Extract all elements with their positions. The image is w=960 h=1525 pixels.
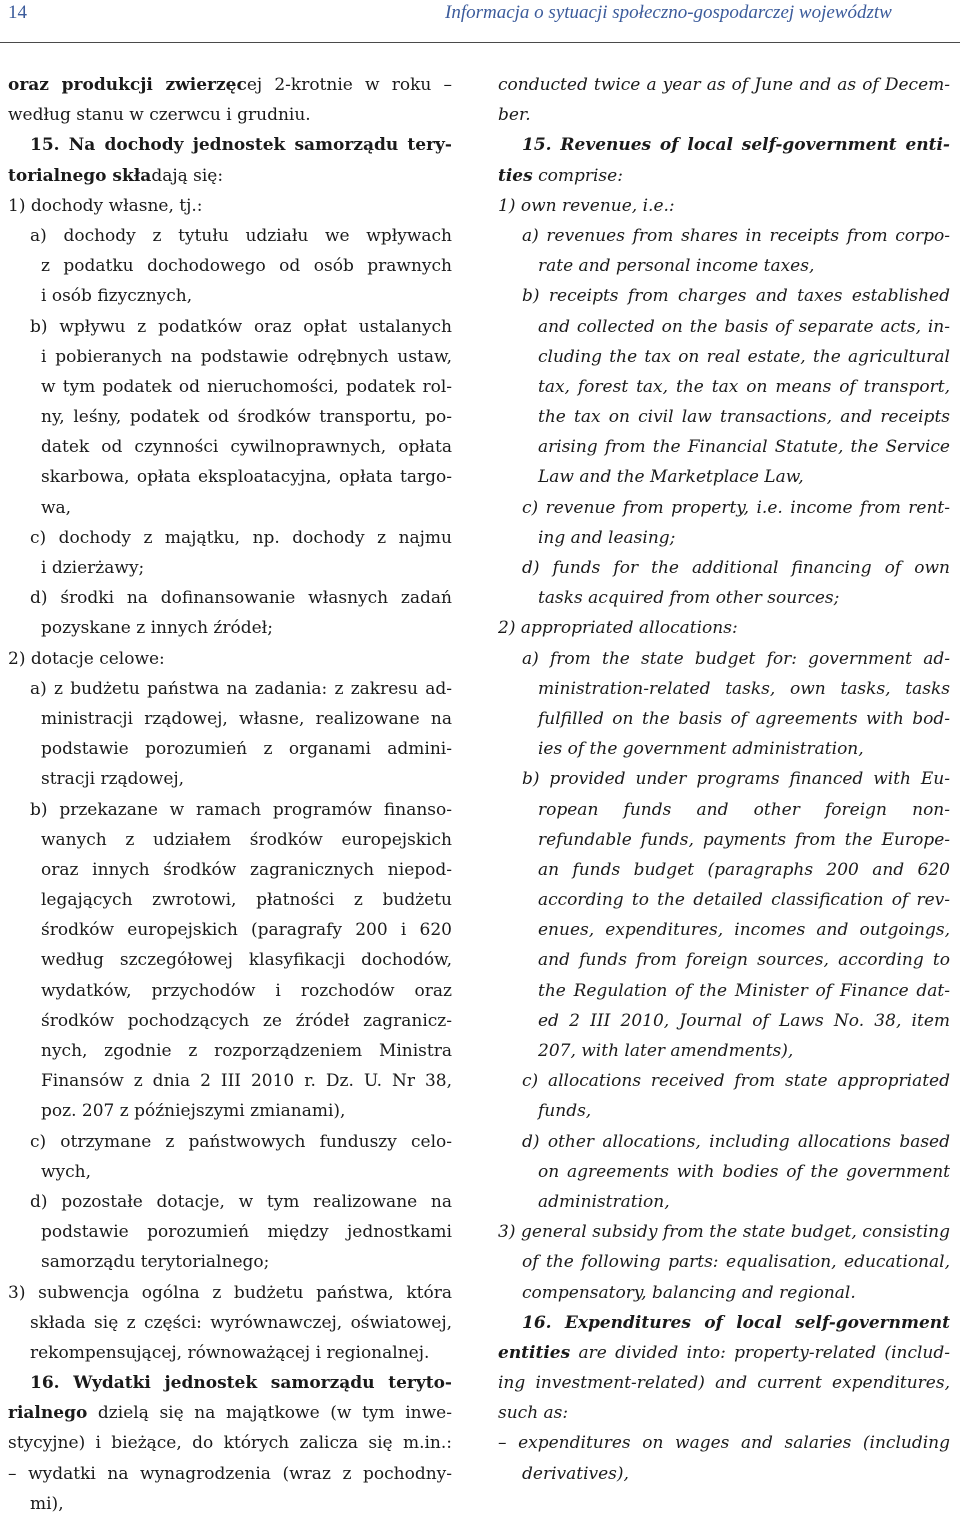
text-line: środków pochodzących ze źródeł zagranicz- (41, 1010, 452, 1031)
text-line: d) środki na dofinansowanie własnych zadań (30, 588, 452, 609)
text-line: 2) dotacje celowe: (8, 648, 165, 669)
text-line: on agreements with bodies of the government (538, 1161, 950, 1182)
text-line: 16. Expenditures of local self-government (522, 1312, 950, 1333)
text-line: wa, (41, 497, 72, 518)
text-line: według szczegółowej klasyfikacji dochodów, (41, 950, 452, 971)
text-line: fulfilled on the basis of agreements with bod- (538, 708, 950, 729)
text-line: the Regulation of the Minister of Finance dat- (538, 980, 950, 1001)
text-line: refundable funds, payments from the Europe- (538, 829, 950, 850)
text-line: i dzierżawy; (41, 558, 145, 578)
text-line: ministracji rządowej, własne, realizowane na (41, 708, 452, 729)
text-line: 1) dochody własne, tj.: (8, 195, 203, 216)
text-line: conducted twice a year as of June and as of Decem- (498, 75, 950, 95)
text-line: c) dochody z majątku, np. dochody z najmu (30, 527, 452, 548)
text-line: podstawie porozumień między jednostkami (41, 1222, 452, 1243)
text-line: i osób fizycznych, (41, 286, 193, 307)
text-line: funds, (538, 1101, 592, 1122)
text-line: 3) subwencja ogólna z budżetu państwa, która (8, 1282, 452, 1303)
text-line: samorządu terytorialnego; (41, 1252, 270, 1273)
text-line: and funds from foreign sources, according to (538, 950, 950, 971)
text-line: according to the detailed classification of rev- (538, 890, 950, 911)
text-line: entities are divided into: property-related (includ- (498, 1342, 950, 1363)
text-line: d) pozostałe dotacje, w tym realizowane na (30, 1191, 452, 1212)
text-line: c) revenue from property, i.e. income from rent- (522, 497, 950, 518)
text-line: skarbowa, opłata eksploatacyjna, opłata targo- (41, 467, 452, 488)
text-line: ed 2 III 2010, Journal of Laws No. 38, item (538, 1010, 950, 1031)
text-line: d) funds for the additional financing of own (522, 558, 950, 578)
text-line: poz. 207 z późniejszymi zmianami), (41, 1101, 346, 1122)
text-line: 15. Revenues of local self-government enti- (522, 135, 950, 156)
text-line: b) wpływu z podatków oraz opłat ustalanych (30, 316, 452, 337)
text-line: ing investment-related) and current expenditures, (498, 1373, 950, 1394)
text-line: a) dochody z tytułu udziału we wpływach (30, 225, 452, 246)
text-line: torialnego składają się: (8, 165, 224, 186)
text-line: a) from the state budget for: government ad- (522, 648, 950, 669)
text-line: wych, (41, 1161, 92, 1182)
text-line: wydatków, przychodów i rozchodów oraz (41, 980, 452, 1001)
text-line: of the following parts: equalisation, educational, (522, 1252, 950, 1273)
text-line: d) other allocations, including allocations based (522, 1131, 950, 1152)
text-line: Finansów z dnia 2 III 2010 r. Dz. U. Nr 38, (41, 1071, 452, 1092)
text-line: b) receipts from charges and taxes established (522, 286, 950, 307)
text-line: podstawie porozumień z organami admini- (41, 739, 452, 760)
text-line: – wydatki na wynagrodzenia (wraz z pochodny- (8, 1463, 452, 1484)
text-line: tax, forest tax, the tax on means of transport, (538, 376, 950, 397)
text-line: Law and the Marketplace Law, (538, 467, 804, 488)
text-line: an funds budget (paragraphs 200 and 620 (538, 859, 950, 880)
text-line: pozyskane z innych źródeł; (41, 618, 273, 639)
text-line: 1) own revenue, i.e.: (498, 195, 675, 216)
text-line: – expenditures on wages and salaries (including (498, 1433, 950, 1454)
text-line: i pobieranych na podstawie odrębnych ustaw, (41, 346, 452, 367)
text-line: 3) general subsidy from the state budget, consisting (498, 1222, 950, 1243)
text-line: the tax on civil law transactions, and receipts (538, 407, 950, 428)
text-line: a) revenues from shares in receipts from corpo- (522, 225, 950, 246)
text-line: arising from the Financial Statute, the Service (538, 437, 950, 458)
text-line: administration, (538, 1191, 670, 1212)
text-line: derivatives), (522, 1463, 629, 1484)
english-text-column (498, 70, 950, 1489)
text-line: składa się z części: wyrównawczej, oświatowej, (30, 1312, 452, 1333)
text-line: 15. Na dochody jednostek samorządu tery- (30, 135, 452, 156)
text-line: compensatory, balancing and regional. (522, 1282, 856, 1303)
text-line: such as: (498, 1403, 569, 1424)
text-line: b) provided under programs financed with Eu- (522, 769, 950, 790)
text-line: ber. (498, 105, 531, 126)
text-line: nych, zgodnie z rozporządzeniem Ministra (41, 1041, 452, 1061)
text-line: środków europejskich (paragrafy 200 i 620 (41, 920, 452, 941)
text-line: rekompensującej, równoważącej i regionalnej. (30, 1342, 430, 1363)
text-line: 207, with later amendments), (538, 1041, 794, 1061)
header-divider (0, 42, 960, 43)
text-line: z podatku dochodowego od osób prawnych (41, 256, 452, 277)
polish-text-column (8, 70, 452, 1519)
text-line: enues, expenditures, incomes and outgoings, (538, 920, 950, 941)
text-line: datek od czynności cywilnoprawnych, opłata (41, 437, 452, 458)
text-line: tasks acquired from other sources; (538, 588, 840, 609)
text-line: 16. Wydatki jednostek samorządu teryto- (30, 1373, 452, 1394)
text-line: ny, leśny, podatek od środków transportu, po- (41, 407, 452, 428)
text-line: 2) appropriated allocations: (498, 618, 738, 639)
text-line: stycyjne) i bieżące, do których zalicza się m.in.: (8, 1433, 452, 1454)
text-line: c) otrzymane z państwowych funduszy celo- (30, 1131, 452, 1152)
text-line: oraz innych środków zagranicznych niepod- (41, 859, 452, 880)
text-line: and collected on the basis of separate acts, in- (538, 316, 950, 337)
text-line: wanych z udziałem środków europejskich (41, 829, 452, 850)
text-line: rate and personal income taxes, (538, 256, 815, 277)
page-header (0, 0, 960, 46)
running-title: Informacja o sytuacji społeczno-gospodarczej województw (445, 2, 892, 23)
text-line: ies of the government administration, (538, 739, 864, 760)
text-line: legających zwrotowi, płatności z budżetu (41, 890, 452, 911)
text-line: ties comprise: (498, 165, 623, 186)
text-line: mi), (30, 1493, 64, 1514)
text-line: w tym podatek od nieruchomości, podatek rol- (41, 376, 452, 397)
text-line: a) z budżetu państwa na zadania: z zakresu ad- (30, 678, 452, 699)
text-line: rialnego dzielą się na majątkowe (w tym inwe- (8, 1403, 452, 1424)
text-line: oraz produkcji zwierzęcej 2-krotnie w roku – (8, 75, 452, 95)
text-line: stracji rządowej, (41, 769, 185, 790)
text-line: cluding the tax on real estate, the agricultural (538, 346, 950, 367)
text-line: ing and leasing; (538, 527, 676, 548)
text-line: ropean funds and other foreign non- (538, 799, 950, 820)
text-line: b) przekazane w ramach programów finanso- (30, 799, 452, 820)
text-line: c) allocations received from state appropriated (522, 1071, 950, 1092)
page-number: 14 (8, 2, 27, 23)
text-line: ministration-related tasks, own tasks, tasks (538, 678, 950, 699)
text-line: według stanu w czerwcu i grudniu. (8, 105, 311, 126)
